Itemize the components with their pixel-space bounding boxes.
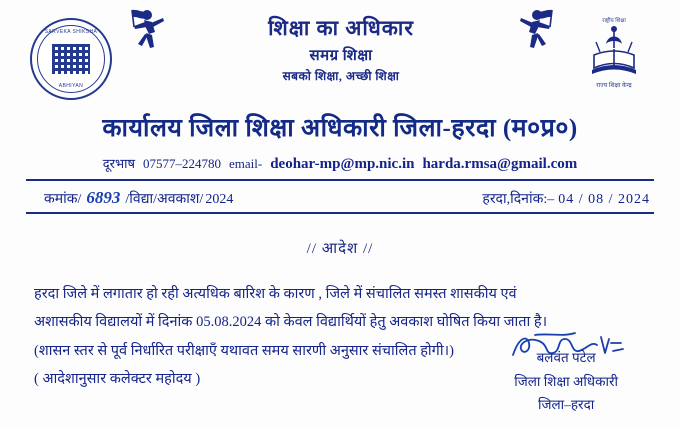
- order-line-3: (शासन स्तर से पूर्व निर्धारित परीक्षाएँ यथावत समय सारणी अनुसार संचालित होगी।): [34, 342, 454, 359]
- email-label: email-: [229, 156, 263, 171]
- rajya-shiksha-kendra-emblem-icon: [572, 18, 656, 104]
- office-title: कार्यालय जिला शिक्षा अधिकारी जिला-हरदा (म०प्र०): [102, 115, 578, 142]
- contact-line: [0, 154, 680, 173]
- issue-date: 04 / 08 / 2024: [558, 192, 650, 207]
- signatory-designation: जिला शिक्षा अधिकारी: [514, 373, 618, 389]
- seal-core-graphic: [52, 44, 90, 74]
- emblem-graphic: [586, 24, 642, 82]
- kramank-label: कमांक/: [44, 192, 82, 207]
- reference-right: [482, 189, 650, 208]
- scheme-banner: [120, 14, 562, 84]
- reference-row: [44, 188, 650, 208]
- banner-subtitle-1: समग्र शिक्षा: [309, 48, 373, 64]
- subject-label: /विद्या/अवकाश/: [125, 192, 204, 207]
- running-child-with-flag-icon-right: [518, 6, 562, 54]
- order-line-4: ( आदेशानुसार कलेक्टर महोदय ): [34, 370, 201, 387]
- sarva-shiksha-abhiyan-seal-icon: [30, 18, 116, 104]
- email-address-1: deohar-mp@mp.nic.in: [270, 156, 415, 172]
- signatory-district: जिला–हरदा: [537, 397, 595, 413]
- banner-title: शिक्षा का अधिकार: [268, 16, 414, 40]
- seal-bottom-text: ABHIYAN: [58, 83, 84, 89]
- divider-top: [26, 179, 654, 181]
- email-address-2: harda.rmsa@gmail.com: [422, 156, 578, 172]
- order-line-2: अशासकीय विद्यालयों में दिनांक 05.08.2024 को केवल विद्यार्थियों हेतु अवकाश घोषित किया जाता है।: [34, 314, 548, 331]
- kramank-number: 6893: [86, 188, 121, 207]
- banner-subtitle-2: सबको शिक्षा, अच्छी शिक्षा: [282, 69, 400, 83]
- seal-top-text: SARVEKA SHIKSHA: [44, 29, 98, 35]
- phone-label: दूरभाष: [102, 156, 135, 171]
- emblem-label: राज्य शिक्षा केन्द्र: [596, 83, 632, 90]
- reference-left: [44, 188, 233, 208]
- letterhead-header: [0, 0, 680, 108]
- reference-year: 2024: [205, 192, 234, 207]
- signatory-name: बलवंत पटेल: [536, 350, 596, 366]
- order-heading: // आदेश //: [306, 241, 374, 257]
- emblem-top-text: राष्ट्रीय शिक्षा: [602, 18, 626, 24]
- divider-bottom: [26, 212, 654, 214]
- place-date-label: हरदा,दिनांक:–: [482, 192, 555, 207]
- phone-number: 07577–224780: [143, 156, 221, 171]
- order-line-1: हरदा जिले में लगातार हो रही अत्यधिक बारिश के कारण , जिले में संचालित समस्त शासकीय एवं: [34, 286, 517, 302]
- signature-block: [514, 344, 618, 417]
